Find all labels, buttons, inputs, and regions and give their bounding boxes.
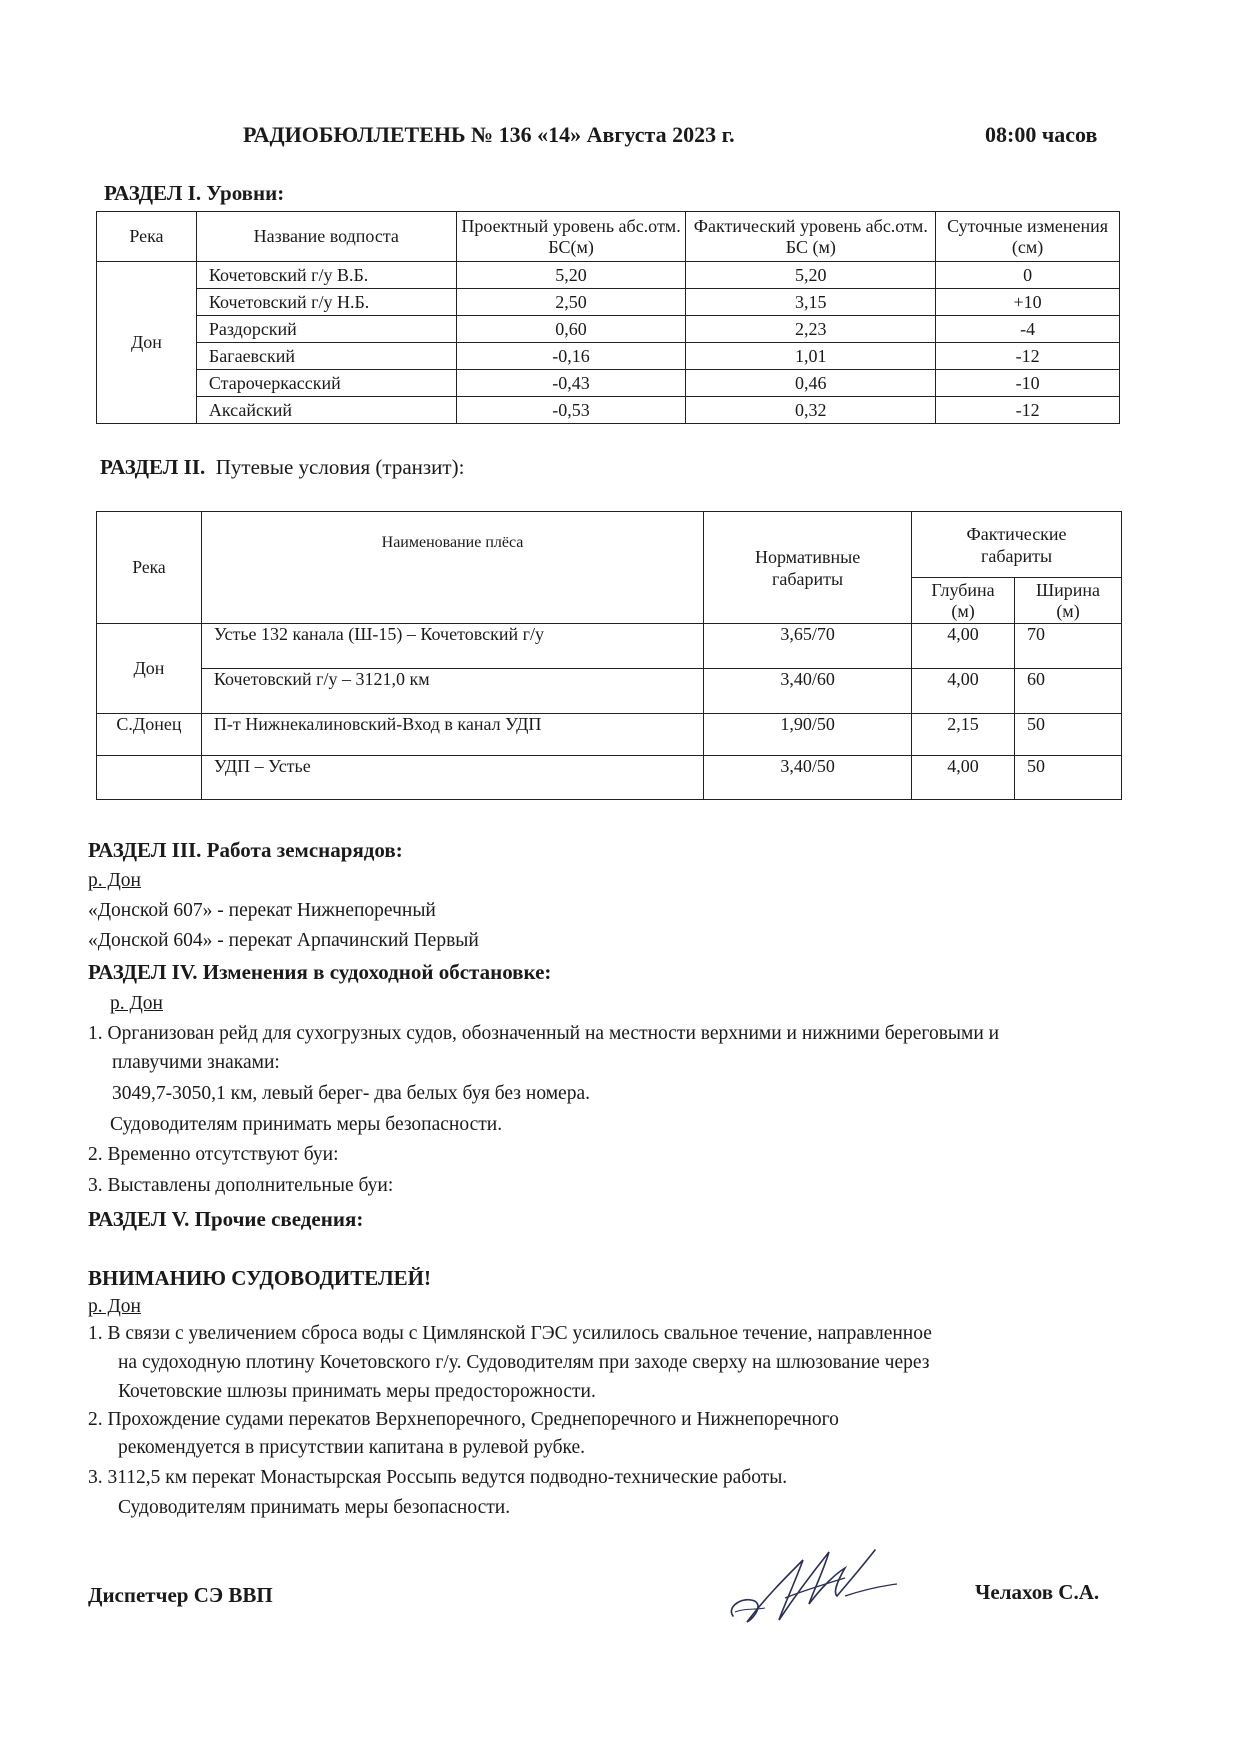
- station-cell: Раздорский: [196, 316, 456, 343]
- dredger-item: «Донской 607» - перекат Нижнепоречный: [88, 900, 436, 921]
- section4-title: РАЗДЕЛ IV. Изменения в судоходной обстановке:: [88, 960, 552, 984]
- table-row: [97, 343, 1120, 370]
- attention-line: 1. В связи с увеличением сброса воды с Цимлянской ГЭС усилилось свальное течение, направленное: [88, 1323, 932, 1344]
- actual-cell: 5,20: [686, 262, 936, 289]
- levels-table: [96, 211, 1120, 424]
- width-cell: 60: [1015, 669, 1122, 714]
- design-cell: -0,43: [456, 370, 686, 397]
- notice-line: 3. Выставлены дополнительные буи:: [88, 1175, 394, 1196]
- attention-line: 2. Прохождение судами перекатов Верхнепоречного, Среднепоречного и Нижнепоречного: [88, 1409, 839, 1430]
- notice-line: 1. Организован рейд для сухогрузных судов, обозначенный на местности верхними и нижними береговыми и: [88, 1023, 1000, 1044]
- station-cell: Старочеркасский: [196, 370, 456, 397]
- notice-line: плавучими знаками:: [112, 1052, 280, 1073]
- station-cell: Кочетовский г/у Н.Б.: [196, 289, 456, 316]
- change-cell: 0: [936, 262, 1120, 289]
- attention-river: р. Дон: [88, 1296, 141, 1317]
- attention-line: Кочетовские шлюзы принимать меры предосторожности.: [118, 1381, 596, 1402]
- col-stretch: Наименование плёса: [201, 512, 703, 624]
- change-cell: +10: [936, 289, 1120, 316]
- river-cell: С.Донец: [97, 714, 202, 756]
- stretch-cell: Кочетовский г/у – 3121,0 км: [201, 669, 703, 714]
- actual-cell: 0,46: [686, 370, 936, 397]
- col-river: Река: [97, 212, 197, 262]
- section4-river: р. Дон: [110, 993, 163, 1014]
- design-cell: 2,50: [456, 289, 686, 316]
- width-cell: 50: [1015, 756, 1122, 800]
- col-normative: Нормативные габариты: [704, 512, 912, 624]
- levels-header-row: [97, 212, 1120, 262]
- station-cell: Кочетовский г/у В.Б.: [196, 262, 456, 289]
- attention-line: 3. 3112,5 км перекат Монастырская Россыпь ведутся подводно-технические работы.: [88, 1467, 788, 1488]
- section2-title-rest: Путевые условия (транзит):: [215, 455, 465, 479]
- station-cell: Багаевский: [196, 343, 456, 370]
- actual-cell: 0,32: [686, 397, 936, 424]
- table-row: [97, 714, 1122, 756]
- design-cell: 0,60: [456, 316, 686, 343]
- depth-cell: 4,00: [912, 756, 1015, 800]
- design-cell: -0,53: [456, 397, 686, 424]
- actual-cell: 1,01: [686, 343, 936, 370]
- river-cell: Дон: [97, 262, 197, 424]
- river-cell: Дон: [97, 624, 202, 714]
- change-cell: -12: [936, 397, 1120, 424]
- design-cell: 5,20: [456, 262, 686, 289]
- normative-cell: 1,90/50: [704, 714, 912, 756]
- normative-cell: 3,40/50: [704, 756, 912, 800]
- section2-title-bold: РАЗДЕЛ II.: [100, 455, 206, 479]
- attention-line: на судоходную плотину Кочетовского г/у. Судоводителям при заходе сверху на шлюзование через: [118, 1352, 930, 1373]
- col-actual-level: Фактический уровень абс.отм. БС (м): [686, 212, 936, 262]
- table-row: [97, 624, 1122, 669]
- dispatcher-name: Челахов С.А.: [975, 1580, 1100, 1604]
- section2-title: [100, 455, 464, 480]
- col-river: Река: [97, 512, 202, 624]
- bulletin-title: РАДИОБЮЛЛЕТЕНЬ № 136 «14» Августа 2023 г.: [243, 122, 735, 147]
- transit-header-row: [97, 512, 1122, 578]
- handwritten-signature: [725, 1538, 905, 1630]
- table-row: [97, 370, 1120, 397]
- notice-line: 2. Временно отсутствуют буи:: [88, 1144, 339, 1165]
- bulletin-time: 08:00 часов: [985, 122, 1098, 147]
- col-actual: Фактические габариты: [912, 512, 1122, 578]
- dredger-item: «Донской 604» - перекат Арпачинский Первый: [88, 930, 479, 951]
- change-cell: -12: [936, 343, 1120, 370]
- stretch-cell: Устье 132 канала (Ш-15) – Кочетовский г/у: [201, 624, 703, 669]
- actual-cell: 3,15: [686, 289, 936, 316]
- table-row: [97, 262, 1120, 289]
- station-cell: Аксайский: [196, 397, 456, 424]
- width-cell: 50: [1015, 714, 1122, 756]
- stretch-cell: УДП – Устье: [201, 756, 703, 800]
- river-cell-empty: [97, 756, 202, 800]
- table-row: [97, 756, 1122, 800]
- table-row: [97, 316, 1120, 343]
- normative-cell: 3,65/70: [704, 624, 912, 669]
- actual-cell: 2,23: [686, 316, 936, 343]
- design-cell: -0,16: [456, 343, 686, 370]
- col-station: Название водпоста: [196, 212, 456, 262]
- notice-line: 3049,7-3050,1 км, левый берег- два белых буя без номера.: [112, 1083, 590, 1104]
- depth-cell: 4,00: [912, 669, 1015, 714]
- col-design-level: Проектный уровень абс.отм. БС(м): [456, 212, 686, 262]
- attention-line: Судоводителям принимать меры безопасности.: [118, 1497, 511, 1518]
- depth-cell: 2,15: [912, 714, 1015, 756]
- section3-river: р. Дон: [88, 870, 141, 891]
- table-row: [97, 397, 1120, 424]
- col-daily-change: Суточные изменения (см): [936, 212, 1120, 262]
- notice-line: Судоводителям принимать меры безопасности.: [110, 1114, 503, 1135]
- col-depth: Глубина (м): [912, 578, 1015, 624]
- change-cell: -10: [936, 370, 1120, 397]
- attention-line: рекомендуется в присутствии капитана в рулевой рубке.: [118, 1437, 586, 1458]
- section1-title: РАЗДЕЛ I. Уровни:: [104, 181, 285, 205]
- depth-cell: 4,00: [912, 624, 1015, 669]
- width-cell: 70: [1015, 624, 1122, 669]
- section5-title: РАЗДЕЛ V. Прочие сведения:: [88, 1207, 364, 1231]
- table-row: [97, 289, 1120, 316]
- dispatcher-position: Диспетчер СЭ ВВП: [88, 1583, 273, 1607]
- col-width: Ширина (м): [1015, 578, 1122, 624]
- transit-table: [96, 511, 1122, 800]
- section3-title: РАЗДЕЛ III. Работа земснарядов:: [88, 838, 403, 862]
- table-row: [97, 669, 1122, 714]
- stretch-cell: П-т Нижнекалиновский-Вход в канал УДП: [201, 714, 703, 756]
- change-cell: -4: [936, 316, 1120, 343]
- normative-cell: 3,40/60: [704, 669, 912, 714]
- attention-title: ВНИМАНИЮ СУДОВОДИТЕЛЕЙ!: [88, 1266, 431, 1290]
